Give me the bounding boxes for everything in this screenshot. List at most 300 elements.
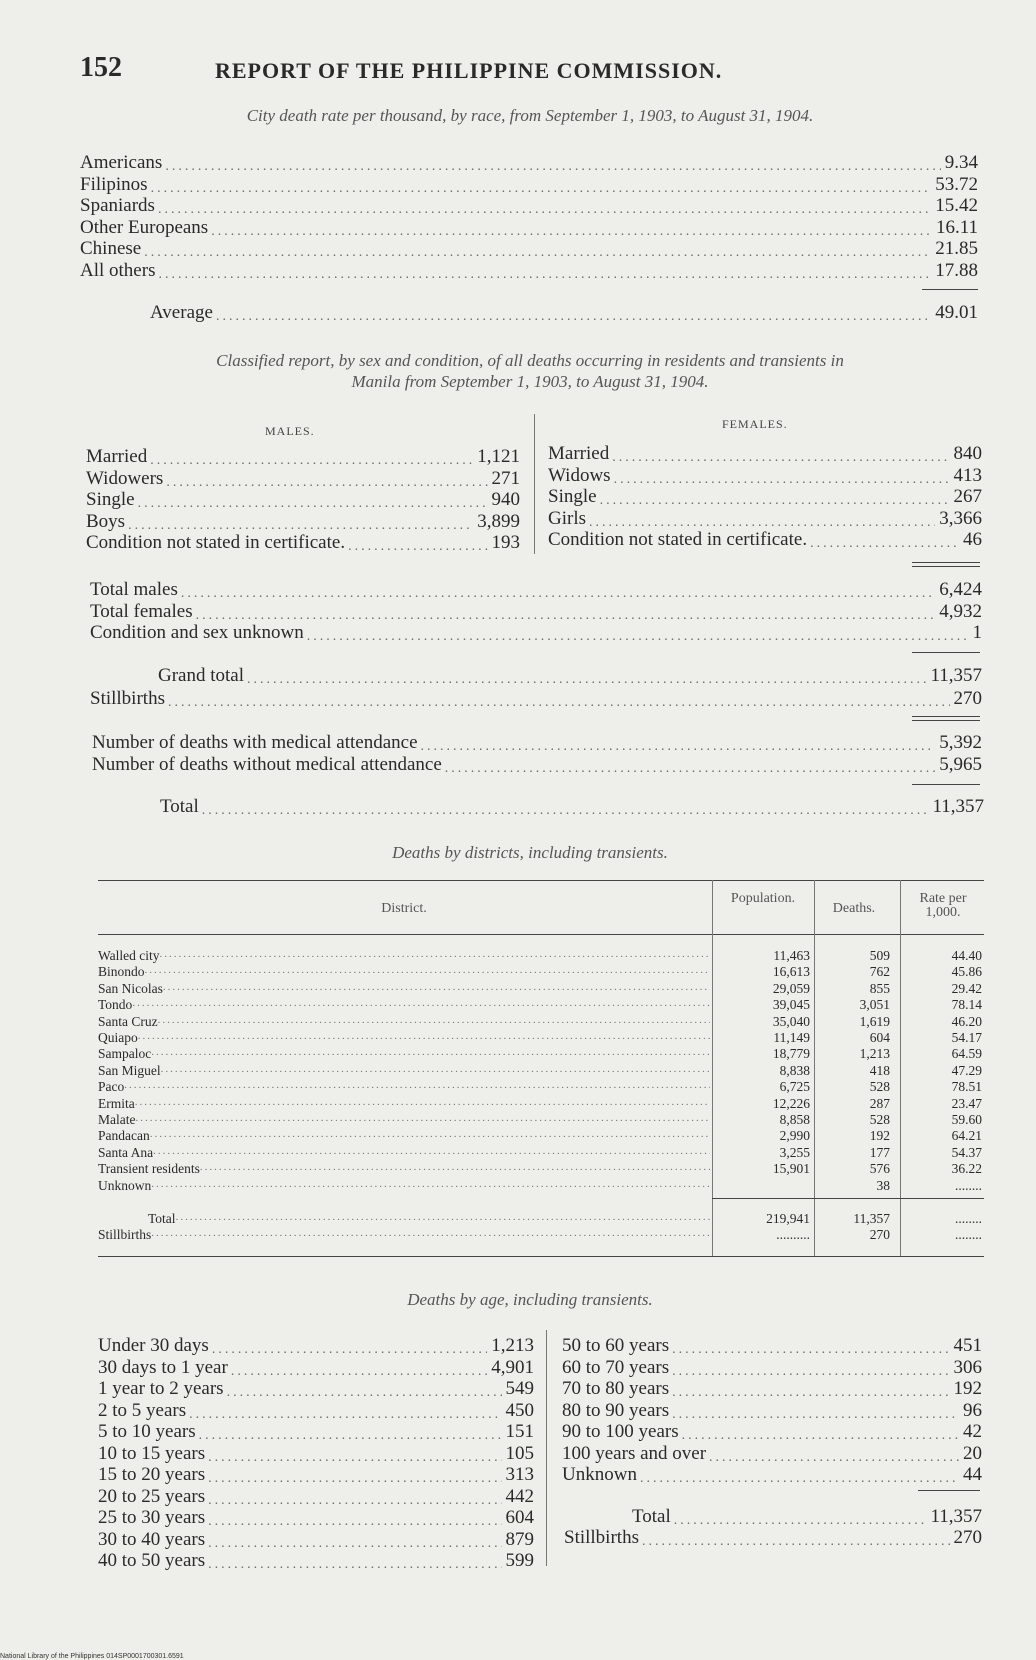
deaths-cell: 762 bbox=[869, 964, 890, 980]
rate-cell: 54.37 bbox=[951, 1144, 982, 1160]
col-rate: Rate per 1,000. bbox=[919, 891, 967, 920]
district-name-cell bbox=[98, 1063, 710, 1079]
age-stillbirths-label: Stillbirths bbox=[564, 1528, 639, 1548]
district-row bbox=[98, 1112, 984, 1127]
population-cell: 15,901 bbox=[772, 1161, 810, 1177]
age-left-row-label: 2 to 5 years bbox=[98, 1400, 187, 1421]
age-right-row-label: Unknown bbox=[562, 1465, 637, 1485]
dot-leader bbox=[189, 1408, 501, 1422]
with-medical-value: 5,392 bbox=[939, 733, 982, 753]
dot-leader bbox=[348, 540, 487, 554]
dot-leader bbox=[151, 182, 932, 196]
rate-cell: 29.42 bbox=[951, 980, 982, 996]
dot-leader bbox=[151, 1227, 710, 1243]
dot-leader bbox=[208, 1494, 501, 1508]
race-row-value: 53.72 bbox=[935, 174, 978, 195]
dot-leader bbox=[200, 1161, 710, 1177]
district-name: Santa Cruz bbox=[98, 1013, 158, 1029]
age-left-row-label: 10 to 15 years bbox=[98, 1443, 206, 1464]
district-name-cell bbox=[98, 1030, 710, 1046]
race-row-value: 16.11 bbox=[935, 217, 978, 238]
population-cell: 39,045 bbox=[772, 997, 810, 1013]
without-medical-value: 5,965 bbox=[939, 755, 982, 775]
sex-total-row-label: Total females bbox=[90, 601, 193, 622]
female-row-label: Single bbox=[548, 487, 597, 507]
age-left-row-label: 30 to 40 years bbox=[98, 1529, 206, 1550]
age-right-row bbox=[562, 1422, 982, 1443]
district-name: Binondo bbox=[98, 964, 145, 980]
race-average-value: 49.01 bbox=[935, 303, 978, 323]
district-name: Transient residents bbox=[98, 1161, 200, 1177]
classified-caption-2: Manila from September 1, 1903, to August 31, 1904. bbox=[351, 372, 709, 391]
dot-leader bbox=[682, 1429, 959, 1443]
district-name-cell bbox=[98, 1046, 710, 1062]
district-row bbox=[98, 1079, 984, 1094]
age-stillbirths-value: 270 bbox=[953, 1528, 982, 1548]
female-row-value: 413 bbox=[953, 465, 982, 486]
district-name-cell bbox=[98, 1096, 710, 1112]
age-left-row-label: 15 to 20 years bbox=[98, 1465, 206, 1485]
age-right-row-value: 192 bbox=[953, 1379, 982, 1399]
districts-bottom-rule bbox=[98, 1256, 984, 1257]
grand-total-row bbox=[158, 666, 982, 687]
dot-leader bbox=[150, 1128, 710, 1144]
age-left-row-value: 604 bbox=[505, 1508, 534, 1528]
population-cell: 11,463 bbox=[773, 948, 810, 963]
dot-leader bbox=[227, 1386, 502, 1400]
female-row bbox=[548, 509, 982, 530]
deaths-cell: 528 bbox=[869, 1079, 890, 1095]
dot-leader bbox=[208, 1515, 501, 1529]
deaths-cell: 528 bbox=[869, 1112, 890, 1127]
age-left-row bbox=[98, 1422, 534, 1443]
race-row bbox=[80, 175, 978, 196]
stillbirths-label: Stillbirths bbox=[90, 689, 165, 709]
females-heading: FEMALES. bbox=[722, 417, 788, 431]
district-name: Malate bbox=[98, 1112, 136, 1127]
population-cell: 11,149 bbox=[773, 1030, 810, 1045]
district-name-cell bbox=[98, 1145, 710, 1161]
deaths-cell: 3,051 bbox=[859, 997, 890, 1013]
district-name: San Miguel bbox=[98, 1062, 161, 1078]
age-left-row-label: 5 to 10 years bbox=[98, 1422, 196, 1442]
district-name: Quiapo bbox=[98, 1030, 138, 1045]
female-row bbox=[548, 466, 982, 487]
race-average-label: Average bbox=[150, 303, 213, 323]
district-row bbox=[98, 964, 984, 979]
age-right-row-label: 70 to 80 years bbox=[562, 1379, 670, 1399]
race-row-value: 15.42 bbox=[935, 196, 978, 216]
district-name-cell bbox=[98, 1211, 710, 1227]
male-row-label: Married bbox=[86, 447, 148, 467]
age-right-row-value: 44 bbox=[963, 1465, 982, 1485]
district-row bbox=[98, 1030, 984, 1045]
district-name: Tondo bbox=[98, 997, 133, 1013]
dot-leader bbox=[153, 1145, 710, 1161]
dot-leader bbox=[135, 1112, 710, 1128]
district-name: Ermita bbox=[98, 1095, 135, 1111]
sex-total-rule-2 bbox=[912, 566, 980, 567]
deaths-cell: 1,213 bbox=[859, 1046, 890, 1062]
age-right-row bbox=[562, 1379, 982, 1400]
dot-leader bbox=[307, 630, 969, 644]
rate-cell: ........ bbox=[955, 1227, 982, 1242]
rate-cell: 45.86 bbox=[951, 964, 982, 980]
district-row bbox=[98, 1063, 984, 1078]
female-row-value: 3,366 bbox=[939, 508, 982, 529]
grand-total-label: Grand total bbox=[158, 666, 245, 686]
male-row-value: 3,899 bbox=[477, 511, 520, 532]
female-row-label: Widows bbox=[548, 465, 611, 486]
dot-leader bbox=[132, 997, 710, 1013]
deaths-cell: 1,619 bbox=[859, 1013, 890, 1029]
age-left-row bbox=[98, 1401, 534, 1422]
district-name: Walled city bbox=[98, 948, 160, 963]
population-cell: 6,725 bbox=[779, 1079, 810, 1095]
population-cell: 35,040 bbox=[772, 1013, 810, 1029]
dot-leader bbox=[212, 1343, 487, 1357]
population-cell: 3,255 bbox=[779, 1144, 810, 1160]
district-name: Pandacan bbox=[98, 1128, 150, 1144]
deaths-cell: 509 bbox=[869, 948, 890, 963]
stillbirths-row bbox=[90, 689, 982, 710]
male-row-label: Condition not stated in certificate. bbox=[86, 533, 346, 553]
age-right-row-label: 90 to 100 years bbox=[562, 1422, 679, 1442]
districts-caption: Deaths by districts, including transients. bbox=[392, 843, 668, 862]
race-row-value: 17.88 bbox=[935, 260, 978, 281]
district-name-cell bbox=[98, 1161, 710, 1177]
age-right-row-label: 80 to 90 years bbox=[562, 1400, 670, 1421]
age-left-row bbox=[98, 1530, 534, 1551]
scan-footer: National Library of the Philippines 014SP0001700301.6591 bbox=[0, 1653, 184, 1660]
age-left-row-label: 1 year to 2 years bbox=[98, 1379, 224, 1399]
district-row bbox=[98, 981, 984, 996]
population-cell: 8,838 bbox=[779, 1062, 810, 1078]
age-right-row-value: 451 bbox=[953, 1336, 982, 1356]
dot-leader bbox=[231, 1365, 487, 1379]
race-row-label: Spaniards bbox=[80, 196, 155, 216]
medical-total-value: 11,357 bbox=[932, 797, 984, 817]
dot-leader bbox=[600, 494, 950, 508]
district-name-cell bbox=[98, 997, 710, 1013]
age-left-row-value: 151 bbox=[505, 1422, 534, 1442]
male-row-value: 940 bbox=[491, 490, 520, 510]
dot-leader bbox=[128, 519, 473, 533]
district-name-cell bbox=[98, 1128, 710, 1144]
males-heading: MALES. bbox=[265, 424, 315, 438]
race-row-value: 9.34 bbox=[944, 153, 978, 173]
female-row-value: 267 bbox=[953, 487, 982, 507]
dot-leader bbox=[158, 268, 931, 282]
sex-total-row-label: Condition and sex unknown bbox=[90, 623, 304, 643]
population-cell: 219,941 bbox=[766, 1211, 810, 1226]
col-deaths: Deaths. bbox=[832, 901, 876, 916]
dot-leader bbox=[166, 476, 487, 490]
dot-leader bbox=[165, 160, 940, 174]
dot-leader bbox=[208, 1451, 501, 1465]
deaths-cell: 11,357 bbox=[853, 1211, 890, 1226]
dot-leader bbox=[672, 1408, 959, 1422]
rate-cell: 54.17 bbox=[951, 1030, 982, 1045]
deaths-cell: 604 bbox=[869, 1030, 890, 1045]
districts-total-rule bbox=[712, 1198, 984, 1199]
grand-total-value: 11,357 bbox=[930, 666, 982, 686]
male-row bbox=[86, 512, 520, 533]
dot-leader bbox=[208, 1558, 501, 1572]
sex-total-row-value: 1 bbox=[972, 623, 982, 643]
age-left-row-value: 450 bbox=[505, 1400, 534, 1421]
female-row-value: 840 bbox=[953, 444, 982, 464]
male-row-value: 271 bbox=[491, 468, 520, 489]
age-left-row-value: 1,213 bbox=[491, 1336, 534, 1356]
dot-leader bbox=[138, 497, 488, 511]
dot-leader bbox=[144, 246, 931, 260]
deaths-cell: 192 bbox=[869, 1128, 890, 1144]
age-right-row bbox=[562, 1444, 982, 1465]
medical-rule-2 bbox=[912, 720, 980, 721]
dot-leader bbox=[176, 1211, 710, 1227]
dot-leader bbox=[150, 454, 473, 468]
dot-leader bbox=[612, 451, 949, 465]
race-row bbox=[80, 153, 978, 174]
district-row bbox=[98, 1178, 984, 1193]
female-row-label: Married bbox=[548, 444, 610, 464]
dot-leader bbox=[208, 1472, 501, 1486]
district-row bbox=[98, 997, 984, 1012]
district-name-cell bbox=[98, 964, 710, 980]
rate-cell: ........ bbox=[955, 1177, 982, 1193]
age-right-row-value: 306 bbox=[953, 1357, 982, 1378]
with-medical-label: Number of deaths with medical attendance bbox=[92, 733, 418, 753]
age-right-row-value: 42 bbox=[963, 1422, 982, 1442]
race-total-rule bbox=[922, 289, 978, 290]
race-row-label: Filipinos bbox=[80, 174, 148, 195]
district-name-cell bbox=[98, 1227, 710, 1243]
col-population: Population. bbox=[730, 891, 796, 906]
rate-cell: 46.20 bbox=[951, 1013, 982, 1029]
dot-leader bbox=[614, 473, 950, 487]
district-row bbox=[98, 1145, 984, 1160]
age-total-label: Total bbox=[632, 1507, 671, 1527]
dot-leader bbox=[672, 1386, 949, 1400]
district-row bbox=[98, 1014, 984, 1029]
district-name-cell bbox=[98, 981, 710, 997]
dot-leader bbox=[199, 1429, 502, 1443]
age-right-row-label: 100 years and over bbox=[562, 1443, 707, 1464]
medical-rule-1 bbox=[912, 716, 980, 717]
race-row bbox=[80, 218, 978, 239]
without-medical-label: Number of deaths without medical attendance bbox=[92, 755, 442, 775]
district-row bbox=[98, 1096, 984, 1111]
age-right-row-label: 50 to 60 years bbox=[562, 1336, 670, 1356]
male-row bbox=[86, 447, 520, 468]
rate-cell: 36.22 bbox=[951, 1161, 982, 1177]
population-cell: .......... bbox=[776, 1227, 810, 1242]
classified-caption-1: Classified report, by sex and condition, of all deaths occurring in residents and transients in bbox=[216, 351, 844, 370]
deaths-cell: 855 bbox=[869, 980, 890, 996]
race-average-row bbox=[150, 303, 978, 324]
district-name: Unknown bbox=[98, 1177, 152, 1193]
age-right-row bbox=[562, 1465, 982, 1486]
race-row-value: 21.85 bbox=[935, 239, 978, 259]
district-name-cell bbox=[98, 948, 710, 964]
race-row-label: Other Europeans bbox=[80, 217, 209, 238]
age-left-row bbox=[98, 1508, 534, 1529]
race-caption: City death rate per thousand, by race, from September 1, 1903, to August 31, 1904. bbox=[246, 106, 814, 125]
male-row-value: 193 bbox=[491, 533, 520, 553]
dot-leader bbox=[151, 1178, 710, 1194]
population-cell: 29,059 bbox=[772, 980, 810, 996]
district-name-cell bbox=[98, 1112, 710, 1128]
district-row bbox=[98, 948, 984, 963]
rate-cell: 64.59 bbox=[951, 1046, 982, 1062]
sex-total-rule-1 bbox=[912, 562, 980, 563]
district-name-cell bbox=[98, 1079, 710, 1095]
rate-cell: 44.40 bbox=[951, 948, 982, 963]
age-left-row-value: 313 bbox=[505, 1465, 534, 1485]
stillbirths-value: 270 bbox=[953, 689, 982, 709]
dot-leader bbox=[138, 1030, 710, 1046]
population-cell: 12,226 bbox=[772, 1095, 810, 1111]
page-number: 152 bbox=[80, 52, 122, 83]
deaths-cell: 418 bbox=[869, 1062, 890, 1078]
age-right-row bbox=[562, 1336, 982, 1357]
sex-total-row-value: 4,932 bbox=[939, 601, 982, 622]
age-left-row bbox=[98, 1379, 534, 1400]
district-name: Total bbox=[148, 1211, 176, 1226]
rate-cell: 47.29 bbox=[951, 1062, 982, 1078]
age-left-row-label: 40 to 50 years bbox=[98, 1551, 206, 1571]
age-left-row bbox=[98, 1444, 534, 1465]
age-total-rule bbox=[918, 1490, 980, 1491]
sex-total-row bbox=[90, 623, 982, 644]
district-stillbirths-row bbox=[98, 1227, 984, 1242]
rate-cell: 23.47 bbox=[951, 1095, 982, 1111]
age-left-row-label: 25 to 30 years bbox=[98, 1508, 206, 1528]
page-header bbox=[80, 52, 980, 92]
female-row bbox=[548, 444, 982, 465]
sex-divider bbox=[534, 414, 535, 554]
dot-leader bbox=[151, 1046, 710, 1062]
female-row bbox=[548, 530, 982, 551]
race-row bbox=[80, 261, 978, 282]
age-left-row bbox=[98, 1358, 534, 1379]
sex-total-row-label: Total males bbox=[90, 580, 178, 600]
age-right-row bbox=[562, 1401, 982, 1422]
age-left-row bbox=[98, 1336, 534, 1357]
population-cell: 8,858 bbox=[779, 1112, 810, 1127]
age-left-row bbox=[98, 1551, 534, 1572]
female-row-value: 46 bbox=[963, 530, 982, 550]
district-row bbox=[98, 1161, 984, 1176]
medical-total-label: Total bbox=[160, 797, 199, 817]
deaths-cell: 287 bbox=[869, 1095, 890, 1111]
age-right-row-value: 20 bbox=[963, 1443, 982, 1464]
dot-leader bbox=[161, 1063, 710, 1079]
deaths-cell: 576 bbox=[869, 1161, 890, 1177]
age-left-row-value: 105 bbox=[505, 1443, 534, 1464]
sex-total-row bbox=[90, 580, 982, 601]
deaths-cell: 270 bbox=[869, 1227, 890, 1242]
female-row-label: Condition not stated in certificate. bbox=[548, 530, 808, 550]
female-row-label: Girls bbox=[548, 508, 586, 529]
age-right-row-label: 60 to 70 years bbox=[562, 1357, 670, 1378]
male-row bbox=[86, 533, 520, 554]
age-left-row bbox=[98, 1465, 534, 1486]
age-left-row-label: Under 30 days bbox=[98, 1336, 209, 1356]
population-cell: 2,990 bbox=[779, 1128, 810, 1144]
age-total-row bbox=[632, 1507, 982, 1528]
dot-leader bbox=[135, 1096, 710, 1112]
age-left-row-label: 20 to 25 years bbox=[98, 1486, 206, 1507]
age-left-row-value: 599 bbox=[505, 1551, 534, 1571]
age-caption: Deaths by age, including transients. bbox=[407, 1290, 653, 1309]
district-name-cell bbox=[98, 1014, 710, 1030]
population-cell: 18,779 bbox=[772, 1046, 810, 1062]
population-cell: 16,613 bbox=[772, 964, 810, 980]
district-name: Santa Ana bbox=[98, 1144, 154, 1160]
district-total-row bbox=[98, 1211, 984, 1226]
dot-leader bbox=[158, 203, 931, 217]
male-row-value: 1,121 bbox=[477, 447, 520, 467]
district-name: San Nicolas bbox=[98, 980, 163, 996]
with-medical-row bbox=[92, 733, 982, 754]
sex-total-row bbox=[90, 602, 982, 623]
rate-cell: 64.21 bbox=[951, 1128, 982, 1144]
dot-leader bbox=[124, 1079, 710, 1095]
dot-leader bbox=[158, 1014, 710, 1030]
dot-leader bbox=[208, 1537, 501, 1551]
rate-cell: ........ bbox=[955, 1211, 982, 1226]
rate-cell: 78.51 bbox=[951, 1079, 982, 1095]
medical-total-row bbox=[160, 797, 984, 818]
age-left-row-value: 879 bbox=[505, 1529, 534, 1550]
dot-leader bbox=[196, 609, 936, 623]
race-row-label: Chinese bbox=[80, 239, 142, 259]
dot-leader bbox=[163, 981, 710, 997]
age-stillbirths-row bbox=[564, 1528, 982, 1549]
male-row-label: Boys bbox=[86, 511, 126, 532]
female-row bbox=[548, 487, 982, 508]
districts-top-rule bbox=[98, 880, 984, 881]
dot-leader bbox=[709, 1451, 959, 1465]
male-row-label: Single bbox=[86, 490, 135, 510]
district-name-cell bbox=[98, 1178, 710, 1194]
dot-leader bbox=[672, 1343, 949, 1357]
age-right-row bbox=[562, 1358, 982, 1379]
age-left-row-value: 4,901 bbox=[491, 1357, 534, 1378]
male-row bbox=[86, 490, 520, 511]
district-name: Sampaloc bbox=[98, 1046, 152, 1062]
deaths-cell: 177 bbox=[869, 1144, 890, 1160]
districts-head-rule bbox=[98, 934, 984, 935]
age-left-row-value: 549 bbox=[505, 1379, 534, 1399]
dot-leader bbox=[211, 225, 932, 239]
col-district: District. bbox=[381, 901, 427, 916]
dot-leader bbox=[640, 1472, 959, 1486]
dot-leader bbox=[589, 516, 935, 530]
district-name: Stillbirths bbox=[98, 1227, 152, 1242]
sex-total-row-value: 6,424 bbox=[939, 580, 982, 600]
rate-cell: 78.14 bbox=[951, 997, 982, 1013]
age-divider bbox=[546, 1330, 547, 1566]
grand-total-rule bbox=[912, 652, 980, 653]
district-row bbox=[98, 1046, 984, 1061]
page-title: REPORT OF THE PHILIPPINE COMMISSION. bbox=[215, 58, 723, 83]
dot-leader bbox=[160, 948, 710, 964]
age-left-row-label: 30 days to 1 year bbox=[98, 1357, 228, 1378]
race-row-label: Americans bbox=[80, 153, 163, 173]
